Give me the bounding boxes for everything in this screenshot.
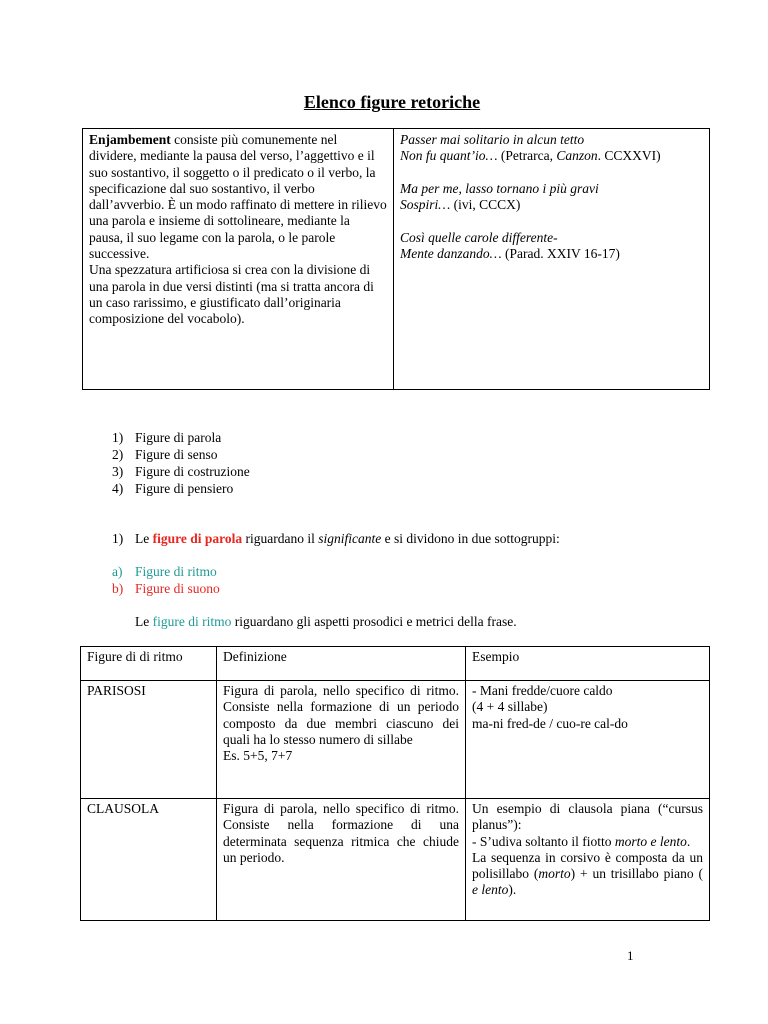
figure-example: - Mani fredde/cuore caldo (4 + 4 sillabe) ma-ni fred-de / cuo-re cal-do — [466, 681, 710, 799]
enjambement-definition: consiste più comunemente nel dividere, mediante la pausa del verso, l’aggettivo e il suo sostantivo, il soggetto o il predicato o il verbo, la specificazione dal suo sostantivo, il verbo dall’avverbio. È un modo raffinato di mettere in rilievo una parola e insieme di sottolineare, mediante la pausa, il suo legame con la parola, o le parole successive. — [89, 132, 387, 262]
enjambement-examples-cell — [394, 129, 710, 390]
figure-di-ritmo-term: figure di ritmo — [152, 614, 232, 629]
example-2-line-2: Sospiri… — [400, 197, 451, 213]
table-row — [81, 799, 710, 921]
ritmo-table — [80, 646, 710, 921]
categories-list — [112, 429, 250, 497]
figure-di-parola-term: figure di parola — [152, 531, 243, 546]
example-2-source: (ivi, CCCX) — [450, 197, 521, 213]
list-item: a) Figure di ritmo — [112, 564, 217, 579]
intro-paragraph: 1) Le figure di parola riguardano il significante e si dividono in due sottogruppi: — [112, 531, 560, 546]
list-item: 1) Figure di parola — [112, 430, 222, 445]
example-3-line-2: Mente danzando… — [400, 246, 502, 262]
list-item: 2) Figure di senso — [112, 447, 218, 462]
figure-name: CLAUSOLA — [81, 799, 217, 921]
enjambement-table — [82, 128, 710, 390]
enjambement-definition-cell — [83, 129, 394, 390]
enjambement-term: Enjambement — [89, 132, 171, 147]
example-3-line-1: Così quelle carole differente- — [400, 229, 558, 245]
table-header-row — [81, 647, 710, 681]
example-1-source-c: . CCXXVI) — [597, 148, 661, 164]
figure-example: Un esempio di clausola piana (“cursus planus”): - S’udiva soltanto il fiotto morto e lento. La sequenza in corsivo è composta da un polisillabo (morto) + un trisillabo piano ( e lento). — [466, 799, 710, 921]
subgroups-list — [112, 563, 220, 597]
example-2-line-1: Ma per me, lasso tornano i più gravi — [400, 180, 599, 196]
ritmo-sentence: Le figure di ritmo riguardano gli aspetti prosodici e metrici della frase. — [135, 614, 517, 629]
significante-term: significante — [318, 531, 382, 546]
figure-definition: Figura di parola, nello specifico di ritmo. Consiste nella formazione di una determinata sequenza ritmica che chiude un periodo. — [217, 799, 466, 921]
enjambement-definition-2: Una spezzatura artificiosa si crea con la divisione di una parola in due versi distinti (ma si tratta ancora di un caso rarissimo, e giustificato dall’originaria composizione del vocabolo). — [89, 262, 374, 327]
table-header: Esempio — [466, 647, 710, 681]
list-item: b) Figure di suono — [112, 581, 220, 596]
page-title: Elenco figure retoriche — [303, 92, 481, 112]
figure-definition: Figura di parola, nello specifico di ritmo. Consiste nella formazione di un periodo composto da due membri ciascuno dei quali ha lo stesso numero di sillabe Es. 5+5, 7+7 — [217, 681, 466, 799]
figure-name: PARISOSI — [81, 681, 217, 799]
example-1-line-2: Non fu quant’io… — [400, 148, 498, 164]
example-1-source-a: (Petrarca, — [497, 148, 557, 164]
list-item: 4) Figure di pensiero — [112, 481, 234, 496]
page-number: 1 — [627, 948, 634, 963]
list-item: 3) Figure di costruzione — [112, 464, 250, 479]
example-3-source: (Parad. XXIV 16-17) — [501, 246, 620, 262]
table-header: Definizione — [217, 647, 466, 681]
table-row — [81, 681, 710, 799]
example-1-line-1: Passer mai solitario in alcun tetto — [400, 132, 585, 147]
intro-number: 1) — [112, 531, 124, 546]
table-header: Figure di di ritmo — [81, 647, 217, 681]
example-1-source-b: Canzon — [556, 148, 598, 164]
